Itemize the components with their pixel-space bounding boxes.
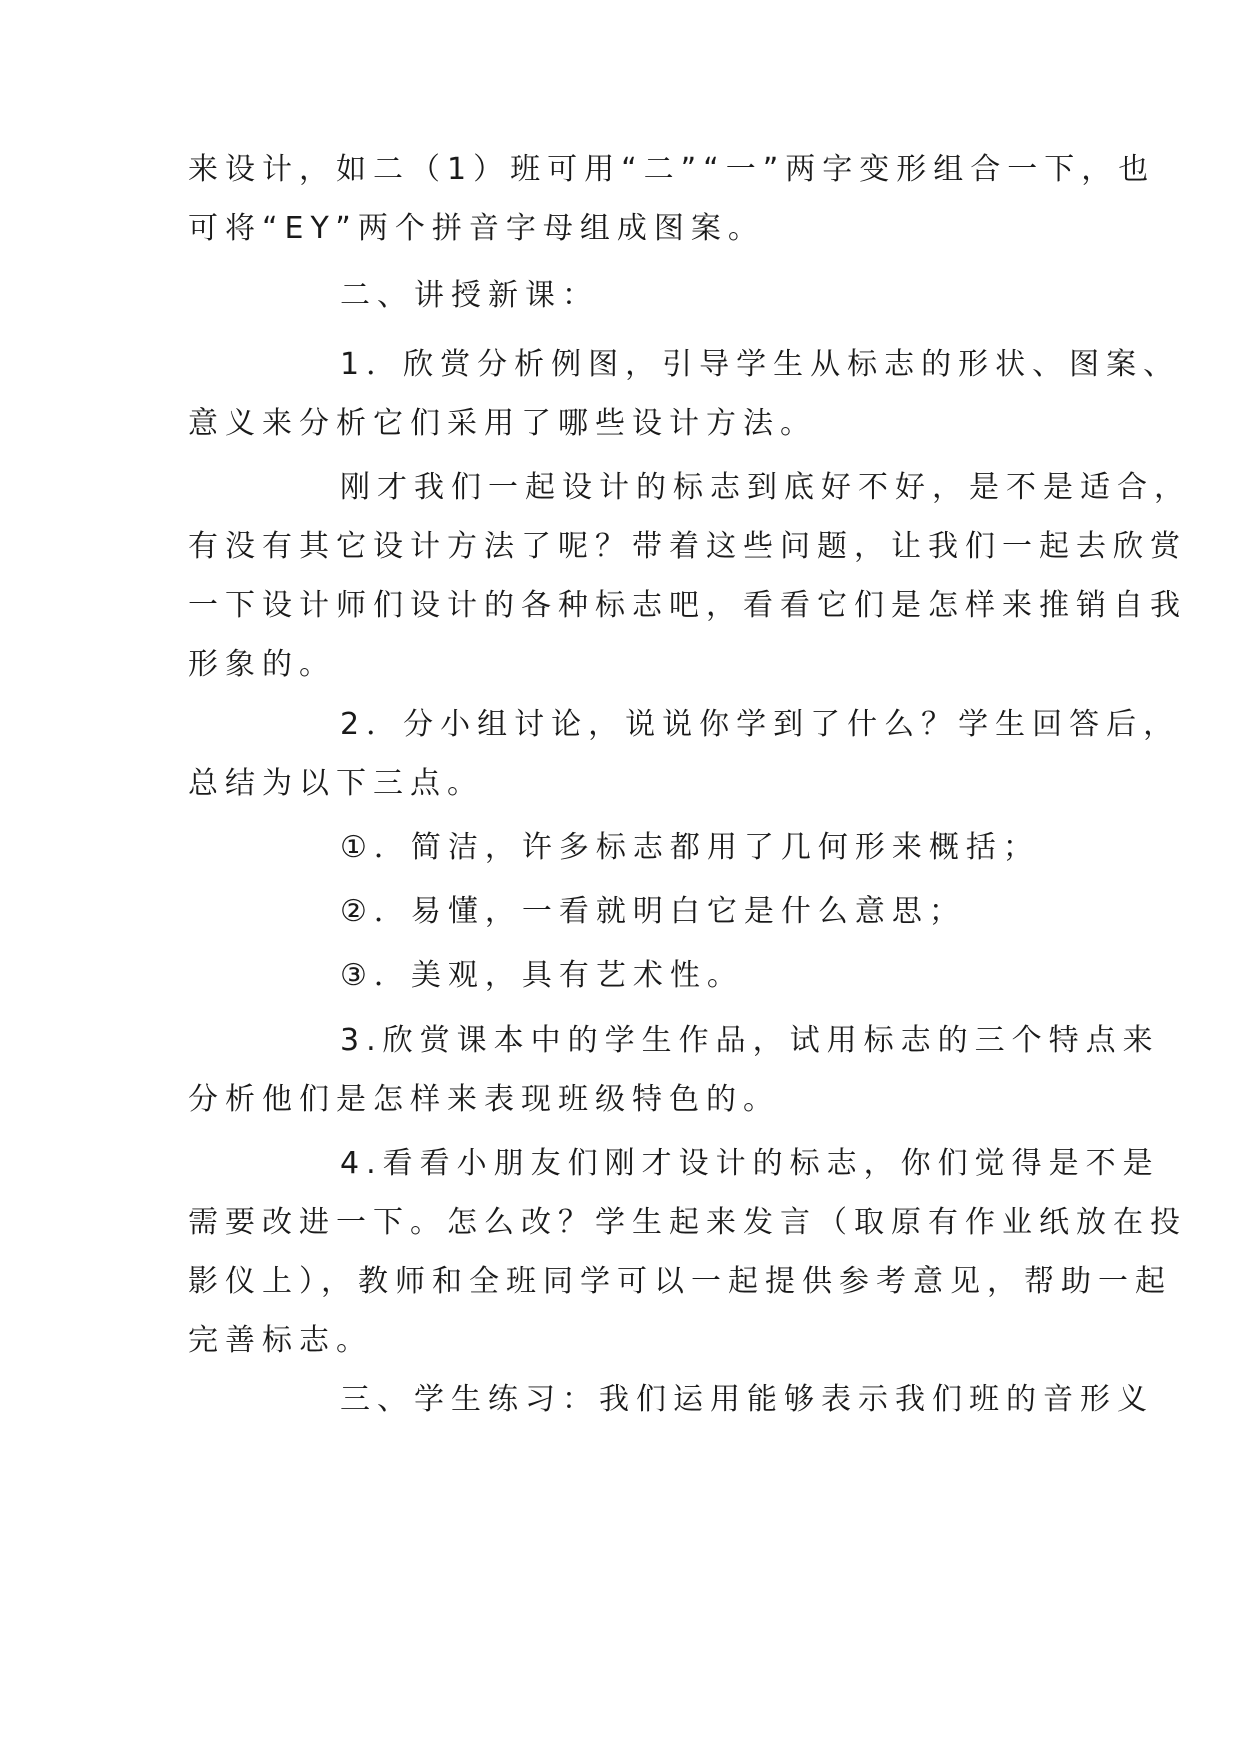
point-2-understandable: [188, 882, 1220, 941]
text-line: 2．分小组讨论，说说你学到了什么？学生回答后，: [340, 707, 1181, 742]
paragraph-item-2: [188, 695, 1181, 813]
paragraph-item-1: [188, 335, 1181, 453]
text-line: 可将“EY”两个拼音字母组成图案。: [188, 211, 765, 246]
point-1-concise: [188, 818, 1220, 877]
text-line: 1．欣赏分析例图，引导学生从标志的形状、图案、: [340, 347, 1181, 382]
paragraph-class-logo-design: [188, 140, 1156, 258]
paragraph-item-3: [188, 1011, 1160, 1129]
text-line: 需要改进一下。怎么改？学生起来发言（取原有作业纸放在投: [188, 1205, 1187, 1240]
text-line: 二、讲授新课：: [340, 278, 599, 313]
section-heading-student-practice: [188, 1370, 1220, 1429]
text-line: 意义来分析它们采用了哪些设计方法。: [188, 406, 817, 441]
text-line: 刚才我们一起设计的标志到底好不好，是不是适合，: [340, 470, 1191, 505]
section-heading-new-lesson: [188, 266, 1220, 325]
paragraph-item-4: [188, 1134, 1187, 1370]
text-line: ③．美观，具有艺术性。: [340, 958, 744, 993]
text-line: 形象的。: [188, 647, 336, 682]
text-line: 三、学生练习：我们运用能够表示我们班的音形义: [340, 1382, 1154, 1417]
paragraph-discussion-intro: [188, 458, 1191, 694]
text-line: 一下设计师们设计的各种标志吧，看看它们是怎样来推销自我: [188, 588, 1187, 623]
text-line: 3.欣赏课本中的学生作品，试用标志的三个特点来: [340, 1023, 1160, 1058]
text-line: 有没有其它设计方法了呢？带着这些问题，让我们一起去欣赏: [188, 529, 1187, 564]
text-line: 来设计，如二（1）班可用“二”“一”两字变形组合一下，也: [188, 152, 1156, 187]
text-line: ①．简洁，许多标志都用了几何形来概括；: [340, 830, 1040, 865]
text-line: ②．易懂，一看就明白它是什么意思；: [340, 894, 966, 929]
text-line: 影仪上），教师和全班同学可以一起提供参考意见，帮助一起: [188, 1264, 1172, 1299]
text-line: 分析他们是怎样来表现班级特色的。: [188, 1082, 780, 1117]
text-line: 总结为以下三点。: [188, 766, 484, 801]
text-line: 4.看看小朋友们刚才设计的标志，你们觉得是不是: [340, 1146, 1160, 1181]
point-3-beautiful: [188, 946, 1220, 1005]
text-line: 完善标志。: [188, 1323, 373, 1358]
